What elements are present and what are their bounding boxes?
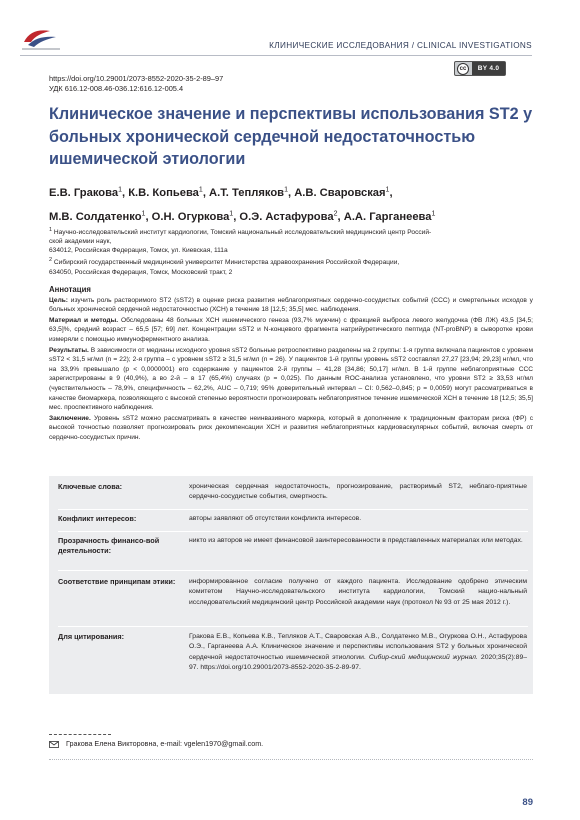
license-label: BY 4.0 (472, 62, 505, 75)
section-title: КЛИНИЧЕСКИЕ ИССЛЕДОВАНИЯ / CLINICAL INVESTIGATIONS (269, 41, 532, 50)
correspondence (49, 739, 263, 749)
ethics-label: Соответствие принципам этики: (58, 577, 176, 586)
abstract-goal: Цель: изучить роль растворимого ST2 (sST2) в оценке риска развития неблагоприятных сердечно-сосудистых событий (ССС) и смертельных исходов у больных хронической сердечной недостаточностью (ХСН) в течение 18 [12,5; 35,5] мес. наблюдения. (49, 296, 533, 314)
cc-icon: cc (457, 63, 469, 75)
author: А.Т. Тепляков$^1$, (209, 186, 295, 199)
info-divider (58, 509, 528, 510)
affiliation-1: $^1$ Научно-исследовательский институт кардиологии, Томский национальный исследовательский медицинский центр Россий- ской академии наук, 634012, Российская Федерация, Томск, ул. Киевская, 111а (49, 227, 432, 255)
abstract-results: Результаты. В зависимости от медианы исходного уровня sST2 больные ретроспективно разделены на 2 группы: 1-я группа включала пациентов с уровнем sST2 < 31,5 нг/мл (n = 22); 2-я группа – с уровнем sST2 ≥ 31,5 нг/мл (n = 26). У пациентов 1-й группы уровень sST2 составлял 27,27 [23,94; 29,23] нг/мл, что на 33,9% превышало (p < 0,0000001) его содержание у пациентов 2-й группы – 41,28 [34,86; 50,17] нг/мл. В 1-й группе неблагоприятные ССС зарегистрированы в 9 (40,9%), а во 2-й – в 17 (65,4%) случаях (p = 0,025). По данным ROC-анализа установлено, что уровни ST2 ≥ 33,53 нг/мл (чувствительность – 78,9%, специфичность – 62,2%, AUC – 0,719; 95% доверительный интервал – CI: 0,562–0,845; p = 0,0059) могут рассматриваться в качестве биомаркера, позволяющего с высокой степенью вероятности прогнозировать неблагоприятное течение ишемической ХСН в течение 18 [12,5; 35,5] мес. проспективного наблюдения. (49, 346, 533, 412)
author: Е.В. Гракова$^1$, (49, 186, 129, 199)
author: К.В. Копьева$^1$, (128, 186, 210, 199)
abstract-methods: Материал и методы. Обследованы 48 больных ХСН ишемического генеза (93,7% мужчин) с фракцией выброса левого желудочка (ФВ ЛЖ) 43,5 [34,5; 63,5]%, средний возраст – 65,5 [57; 69] лет. Концентрации sST2 и N-концевого фрагмента натрийуретического пептида (NT-proBNP) в сыворотке крови измеряли с помощью иммуноферментного анализа. (49, 316, 533, 343)
info-divider (58, 531, 528, 532)
article-info-box (49, 476, 533, 694)
funding-value: никто из авторов не имеет финансовой заинтересованности в представленных материалах или методах. (189, 537, 523, 544)
info-divider (58, 570, 528, 571)
author: О.Н. Огуркова$^1$, (151, 210, 240, 224)
citation-label: Для цитирования: (58, 632, 125, 641)
affiliation-2: $^2$ Сибирский государственный медицинский университет Министерства здравоохранения Российской Федерации, 634050, Российская Федерация, Томск, Московский тракт, 2 (49, 257, 400, 276)
keywords-value: хроническая сердечная недостаточность, прогнозирование, растворимый ST2, неблаго-приятные сердечно-сосудистые события, смертность. (189, 483, 527, 501)
article-title: Клиническое значение и перспективы использования ST2 у больных хронической сердечной недостаточностью ишемической этиологии (49, 105, 533, 168)
doi-link[interactable]: https://doi.org/10.29001/2073-8552-2020-35-2-89–97 (49, 74, 224, 83)
page-number: 89 (522, 797, 533, 808)
funding-label: Прозрачность финансо-вой деятельности: (58, 536, 160, 555)
journal-logo-icon (20, 26, 62, 52)
author: О.Э. Астафурова$^2$, (239, 210, 344, 224)
author: А.А. Гарганеева$^1$ (343, 210, 436, 224)
footer-divider (49, 759, 533, 760)
udk-code: УДК 616.12-008.46-036.12:616.12-005.4 (49, 84, 184, 93)
author: А.В. Сваровская$^1$, (294, 186, 393, 199)
footnote-divider (49, 734, 111, 735)
correspondence-text: Гракова Елена Викторовна, e-mail: vgelen1970@gmail.com. (66, 739, 264, 748)
abstract (49, 285, 533, 444)
author: М.В. Солдатенко$^1$, (49, 210, 152, 224)
conflict-value: авторы заявляют об отсутствии конфликта интересов. (189, 515, 362, 522)
author-list (49, 179, 539, 228)
ethics-value: информированное согласие получено от каждого пациента. Исследование одобрено этическим комитетом Научно-исследовательского института кардиологии, Томский нацио-нальный исследовательский медицинский центр Российской академии наук (протокол № 93 от 25 мая 2012 г.). (189, 578, 527, 606)
envelope-icon (49, 741, 59, 748)
article-meta (49, 74, 223, 94)
info-divider (58, 626, 528, 627)
affiliations (49, 226, 539, 277)
keywords-label: Ключевые слова: (58, 482, 123, 491)
abstract-conclusion: Заключение. Уровень sST2 можно рассматривать в качестве неинвазивного маркера, который в дополнение к традиционным факторам риска (ФР) с высокой точностью позволяет прогнозировать риск декомпенсации ХСН и развития неблагоприятных кардиоваскулярных событий, включая смерть от сердечно-сосудистых причин. (49, 414, 533, 441)
citation-value: Гракова Е.В., Копьева К.В., Тепляков А.Т., Сваровская А.В., Солдатенко М.В., Огуркова О.Н., Астафурова О.Э., Гарганеева А.А. Клиническое значение и перспективы использования ST2 у больных хронической сердечной недостаточностью ишемической этиологии. Сибир-ский медицинский журнал. 2020;35(2):89–97. https://doi.org/10.29001/2073-8552-2020-35-2-89-97. (189, 633, 528, 671)
conflict-label: Конфликт интересов: (58, 514, 137, 523)
license-badge[interactable] (454, 61, 506, 76)
abstract-heading: Аннотация (49, 285, 91, 294)
header-divider (20, 55, 532, 56)
